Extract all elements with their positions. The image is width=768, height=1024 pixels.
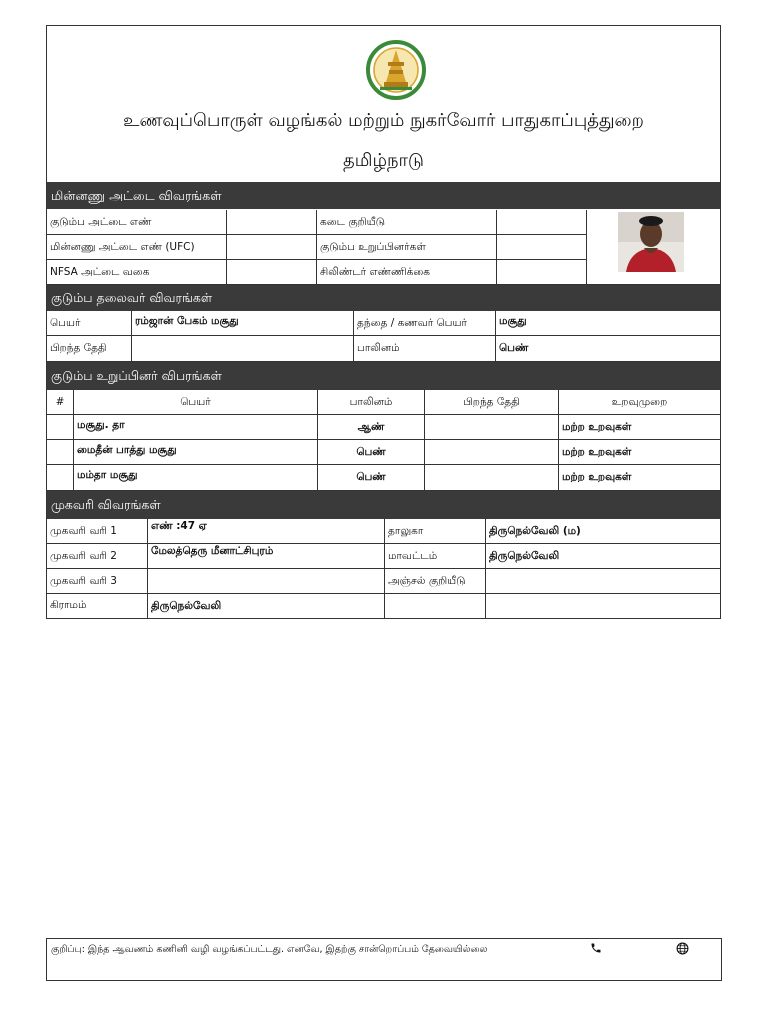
address-line1-value: எண் :47 ஏ (148, 519, 385, 544)
district-value: திருநெல்வேலி (486, 544, 720, 569)
family-card-no-value (227, 210, 317, 235)
head-name-value: ரம்ஜான் பேகம் மசூது (132, 311, 354, 336)
address-section-header: முகவரி விவரங்கள் (47, 491, 720, 519)
ufc-value (227, 235, 317, 260)
head-gender-value: பெண் (496, 336, 720, 362)
member-gender: பெண் (318, 465, 425, 491)
globe-icon (676, 942, 689, 955)
members-count-value (497, 235, 587, 260)
address-line2-value: மேலத்தெரு மீனாட்சிபுரம் (148, 544, 385, 569)
taluk-value: திருநெல்வேலி (ம) (486, 519, 720, 544)
member-dob (425, 440, 559, 465)
address-line1-label: முகவரி வரி 1 (47, 519, 148, 544)
cylinder-label: சிலிண்டர் எண்ணிக்கை (317, 260, 497, 285)
father-name-label: தந்தை / கணவர் பெயர் (354, 311, 496, 336)
col-header-name: பெயர் (74, 390, 318, 415)
taluk-label: தாலுகா (385, 519, 486, 544)
shop-code-label: கடை குறியீடு (317, 210, 497, 235)
member-num (47, 415, 74, 440)
address-line2-label: முகவரி வரி 2 (47, 544, 148, 569)
head-dob-value (132, 336, 354, 362)
head-section-header: குடும்ப தலைவர் விவரங்கள் (47, 285, 720, 311)
village-value: திருநெல்வேலி (148, 594, 385, 618)
member-relation: மற்ற உறவுகள் (559, 465, 720, 491)
footer-note: குறிப்பு: இந்த ஆவணம் கணினி வழி வழங்கப்பட்டது. எனவே, இதற்கு சான்றொப்பம் தேவையில்லை (51, 944, 488, 955)
village-extra-value (486, 594, 720, 618)
head-gender-label: பாலினம் (354, 336, 496, 362)
member-gender: ஆண் (318, 415, 425, 440)
member-name: மசூது. தா (74, 415, 318, 440)
family-card-no-label: குடும்ப அட்டை எண் (47, 210, 227, 235)
nfsa-label: NFSA அட்டை வகை (47, 260, 227, 285)
members-section-header: குடும்ப உறுப்பினர் விபரங்கள் (47, 362, 720, 390)
village-label: கிராமம் (47, 594, 148, 618)
pincode-value (486, 569, 720, 594)
member-name: மம்தா மசூது (74, 465, 318, 491)
member-dob (425, 465, 559, 491)
cylinder-value (497, 260, 587, 285)
card-section-header: மின்னணு அட்டை விவரங்கள் (47, 182, 720, 209)
col-header-dob: பிறந்த தேதி (425, 390, 559, 415)
district-label: மாவட்டம் (385, 544, 486, 569)
address-line3-label: முகவரி வரி 3 (47, 569, 148, 594)
footer-note-box (46, 938, 722, 981)
father-name-value: மசூது (496, 311, 720, 336)
head-dob-label: பிறந்த தேதி (47, 336, 132, 362)
state-title: தமிழ்நாடு (343, 150, 424, 171)
member-relation: மற்ற உறவுகள் (559, 415, 720, 440)
department-title: உணவுப்பொருள் வழங்கல் மற்றும் நுகர்வோர் பாதுகாப்புத்துறை (123, 110, 644, 131)
family-head-photo (618, 212, 684, 272)
member-relation: மற்ற உறவுகள் (559, 440, 720, 465)
pincode-label: அஞ்சல் குறியீடு (385, 569, 486, 594)
tamilnadu-emblem (362, 40, 430, 100)
nfsa-value (227, 260, 317, 285)
col-header-num: # (47, 390, 74, 415)
col-header-gender: பாலினம் (318, 390, 425, 415)
ufc-label: மின்னணு அட்டை எண் (UFC) (47, 235, 227, 260)
member-gender: பெண் (318, 440, 425, 465)
member-dob (425, 415, 559, 440)
phone-icon (590, 942, 602, 954)
shop-code-value (497, 210, 587, 235)
head-name-label: பெயர் (47, 311, 132, 336)
col-header-relation: உறவுமுறை (559, 390, 720, 415)
member-name: மைதீன் பாத்து மசூது (74, 440, 318, 465)
village-extra-cell (385, 594, 486, 618)
address-line3-value (148, 569, 385, 594)
members-count-label: குடும்ப உறுப்பினர்கள் (317, 235, 497, 260)
member-num (47, 440, 74, 465)
member-num (47, 465, 74, 491)
